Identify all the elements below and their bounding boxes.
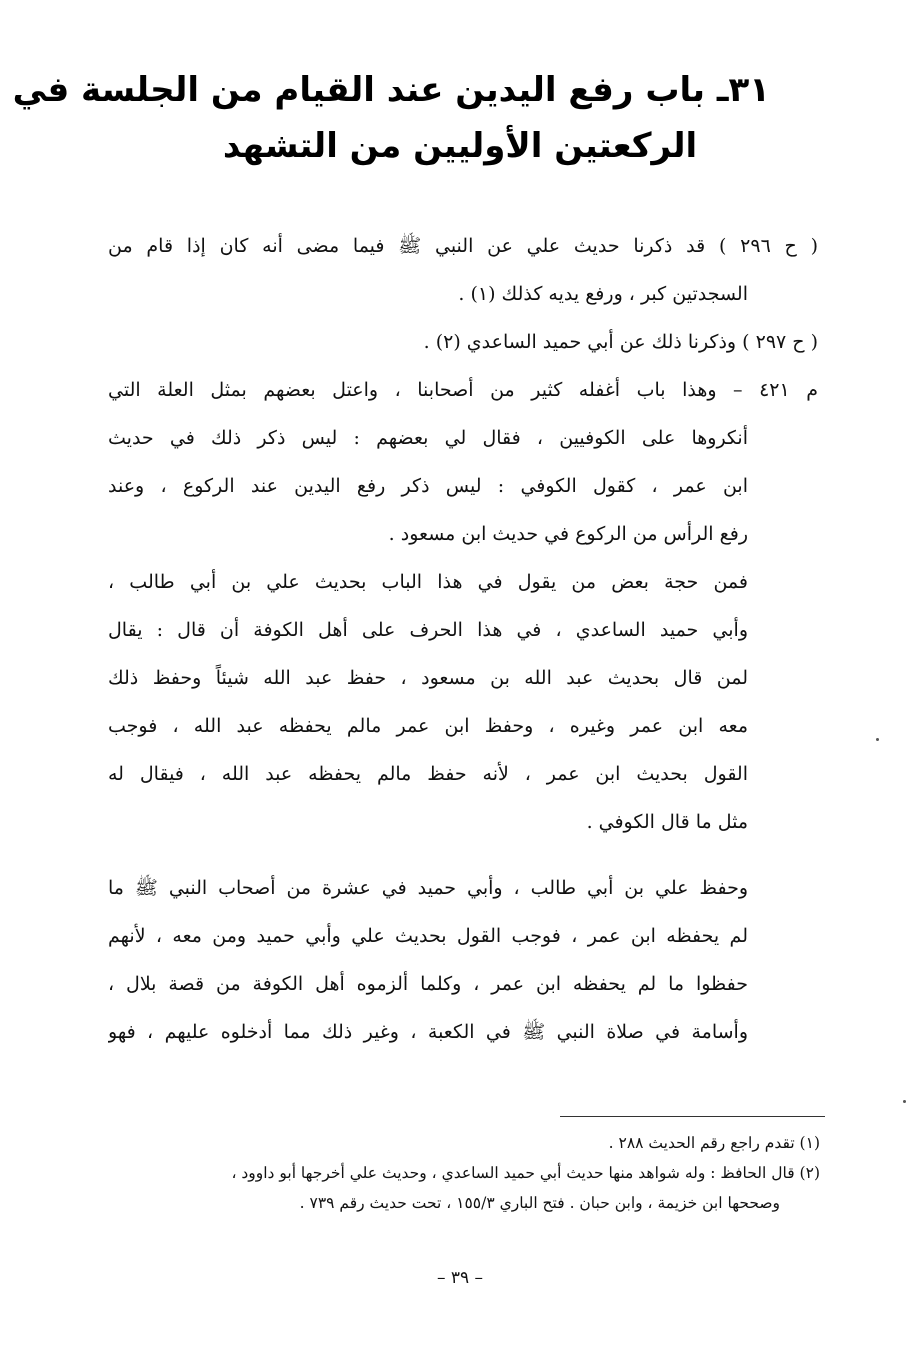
chapter-title-line-1: ٣١ـ باب رفع اليدين عند القيام من الجلسة في: [12, 70, 770, 110]
paragraph-2-line-6: مثل ما قال الكوفي .: [586, 811, 748, 833]
paragraph-3-line-1: وحفظ علي بن أبي طالب ، وأبي حميد في عشرة من أصحاب النبي ﷺ ما: [108, 877, 748, 899]
paragraph-gap: [108, 846, 818, 864]
hadith-297-line: ( ح ٢٩٧ ) وذكرنا ذلك عن أبي حميد الساعدي (٢) .: [423, 331, 818, 353]
paragraph-2-line-3: لمن قال بحديث عبد الله بن مسعود ، حفظ عبد الله شيئاً وحفظ ذلك: [108, 667, 748, 689]
chapter-title-line-2: الركعتين الأوليين من التشهد: [222, 126, 698, 166]
page-number: – ٣٩ –: [436, 1268, 484, 1288]
masala-421-line-1: م ٤٢١ – وهذا باب أغفله كثير من أصحابنا ، واعتل بعضهم بمثل العلة التي: [108, 379, 818, 401]
footnotes: [108, 1128, 820, 1218]
paragraph-2-line-2: وأبي حميد الساعدي ، في هذا الحرف على أهل الكوفة أن قال : يقال: [108, 619, 748, 641]
scan-speck: [876, 738, 879, 741]
paragraph-3-line-4: وأسامة في صلاة النبي ﷺ في الكعبة ، وغير ذلك مما أدخلوه عليهم ، فهو: [108, 1021, 748, 1043]
masala-421-line-2: أنكروها على الكوفيين ، فقال لي بعضهم : ليس ذكر ذلك في حديث: [108, 427, 748, 449]
paragraph-2-line-1: فمن حجة بعض من يقول في هذا الباب بحديث علي بن أبي طالب ،: [108, 571, 748, 593]
footnote-divider: [560, 1116, 825, 1117]
footnote-1: (١) تقدم راجع رقم الحديث ٢٨٨ .: [608, 1134, 820, 1152]
main-text: [108, 222, 818, 1056]
paragraph-2-line-5: القول بحديث ابن عمر ، لأنه حفظ مالم يحفظه عبد الله ، فيقال له: [108, 763, 748, 785]
hadith-296-line-2: السجدتين كبر ، ورفع يديه كذلك (١) .: [458, 283, 748, 305]
footnote-2-line-1: (٢) قال الحافظ : وله شواهد منها حديث أبي حميد الساعدي ، وحديث علي أخرجها أبو داوود ،: [231, 1164, 820, 1182]
chapter-title: [12, 62, 770, 174]
scan-speck: [903, 1100, 906, 1103]
hadith-296-line-1: ( ح ٢٩٦ ) قد ذكرنا حديث علي عن النبي ﷺ فيما مضى أنه كان إذا قام من: [108, 235, 818, 257]
paragraph-3-line-2: لم يحفظه ابن عمر ، فوجب القول بحديث علي وأبي حميد ومن معه ، لأنهم: [108, 925, 748, 947]
masala-421-line-3: ابن عمر ، كقول الكوفي : ليس ذكر رفع اليدين عند الركوع ، وعند: [108, 475, 748, 497]
footnote-2-line-2: وصححها ابن خزيمة ، وابن حبان . فتح الباري ١٥٥/٣ ، تحت حديث رقم ٧٣٩ .: [299, 1194, 780, 1212]
paragraph-3-line-3: حفظوا ما لم يحفظه ابن عمر ، وكلما ألزموه أهل الكوفة من قصة بلال ،: [108, 973, 748, 995]
paragraph-2-line-4: معه ابن عمر وغيره ، وحفظ ابن عمر مالم يحفظه عبد الله ، فوجب: [108, 715, 748, 737]
masala-421-line-4: رفع الرأس من الركوع في حديث ابن مسعود .: [388, 523, 748, 545]
